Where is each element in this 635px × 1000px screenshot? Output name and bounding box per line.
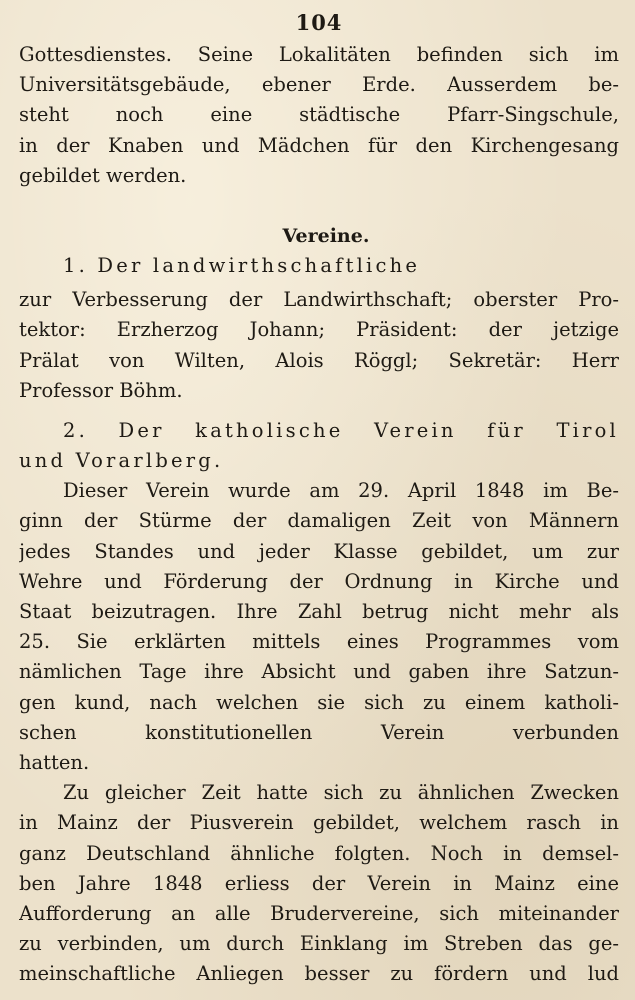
section-2-title-cont: und Vorarlberg. bbox=[19, 449, 224, 473]
section-2-title: 2. Der katholische Verein für Tirol bbox=[63, 418, 619, 442]
intro-paragraph bbox=[19, 40, 619, 191]
text-line: ganz Deutschland ähnliche folgten. Noch in demsel- bbox=[19, 841, 619, 865]
page-number: 104 bbox=[295, 10, 343, 35]
text-line: nämlichen Tage ihre Absicht und gaben ihre Satzun- bbox=[19, 660, 619, 684]
text-line: in Mainz der Piusverein gebildet, welchem rasch in bbox=[19, 811, 619, 835]
text-line: Prälat von Wilten, Alois Röggl; Sekretär: Herr bbox=[19, 348, 619, 372]
text-line: 25. Sie erklärten mittels eines Programmes vom bbox=[19, 630, 619, 654]
text-line: meinschaftliche Anliegen besser zu fördern und lud bbox=[19, 962, 619, 986]
text-line: Professor Böhm. bbox=[19, 378, 183, 402]
section-1-title: 1. Der landwirthschaftliche bbox=[63, 253, 421, 277]
text-line: Gottesdienstes. Seine Lokalitäten befinden sich im bbox=[19, 43, 619, 66]
text-line: gen kund, nach welchen sie sich zu einem katholi- bbox=[19, 690, 619, 714]
section-2 bbox=[19, 416, 619, 778]
text-line: Wehre und Förderung der Ordnung in Kirche und bbox=[19, 569, 619, 593]
section-1 bbox=[19, 251, 619, 406]
text-line: schen konstitutionellen Verein verbunden bbox=[19, 720, 619, 744]
section-3 bbox=[19, 778, 619, 989]
text-line: gebildet werden. bbox=[19, 163, 187, 187]
text-line: Zu gleicher Zeit hatte sich zu ähnlichen Zwecken bbox=[63, 781, 619, 805]
text-line: hatten. bbox=[19, 750, 90, 774]
text-line: Universitätsgebäude, ebener Erde. Ausserdem be- bbox=[19, 73, 619, 97]
text-line: jedes Standes und jeder Klasse gebildet, um zur bbox=[19, 539, 619, 563]
text-line: zur Verbesserung der Landwirthschaft; oberster Pro- bbox=[19, 288, 619, 312]
text-line: ginn der Stürme der damaligen Zeit von Männern bbox=[19, 509, 619, 533]
text-line: Staat beizutragen. Ihre Zahl betrug nicht mehr als bbox=[19, 600, 619, 623]
text-line: Dieser Verein wurde am 29. April 1848 im Be- bbox=[63, 479, 619, 503]
text-line: ben Jahre 1848 erliess der Verein in Mainz eine bbox=[19, 871, 619, 895]
text-line: zu verbinden, um durch Einklang im Streben das ge- bbox=[19, 932, 619, 956]
text-line: Aufforderung an alle Brudervereine, sich miteinander bbox=[19, 901, 619, 925]
text-line: in der Knaben und Mädchen für den Kirchengesang bbox=[19, 133, 619, 157]
text-line: steht noch eine städtische Pfarr-Singschule, bbox=[19, 103, 619, 127]
section-heading: Vereine. bbox=[282, 224, 370, 247]
text-line: tektor: Erzherzog Johann; Präsident: der jetzige bbox=[19, 318, 619, 342]
